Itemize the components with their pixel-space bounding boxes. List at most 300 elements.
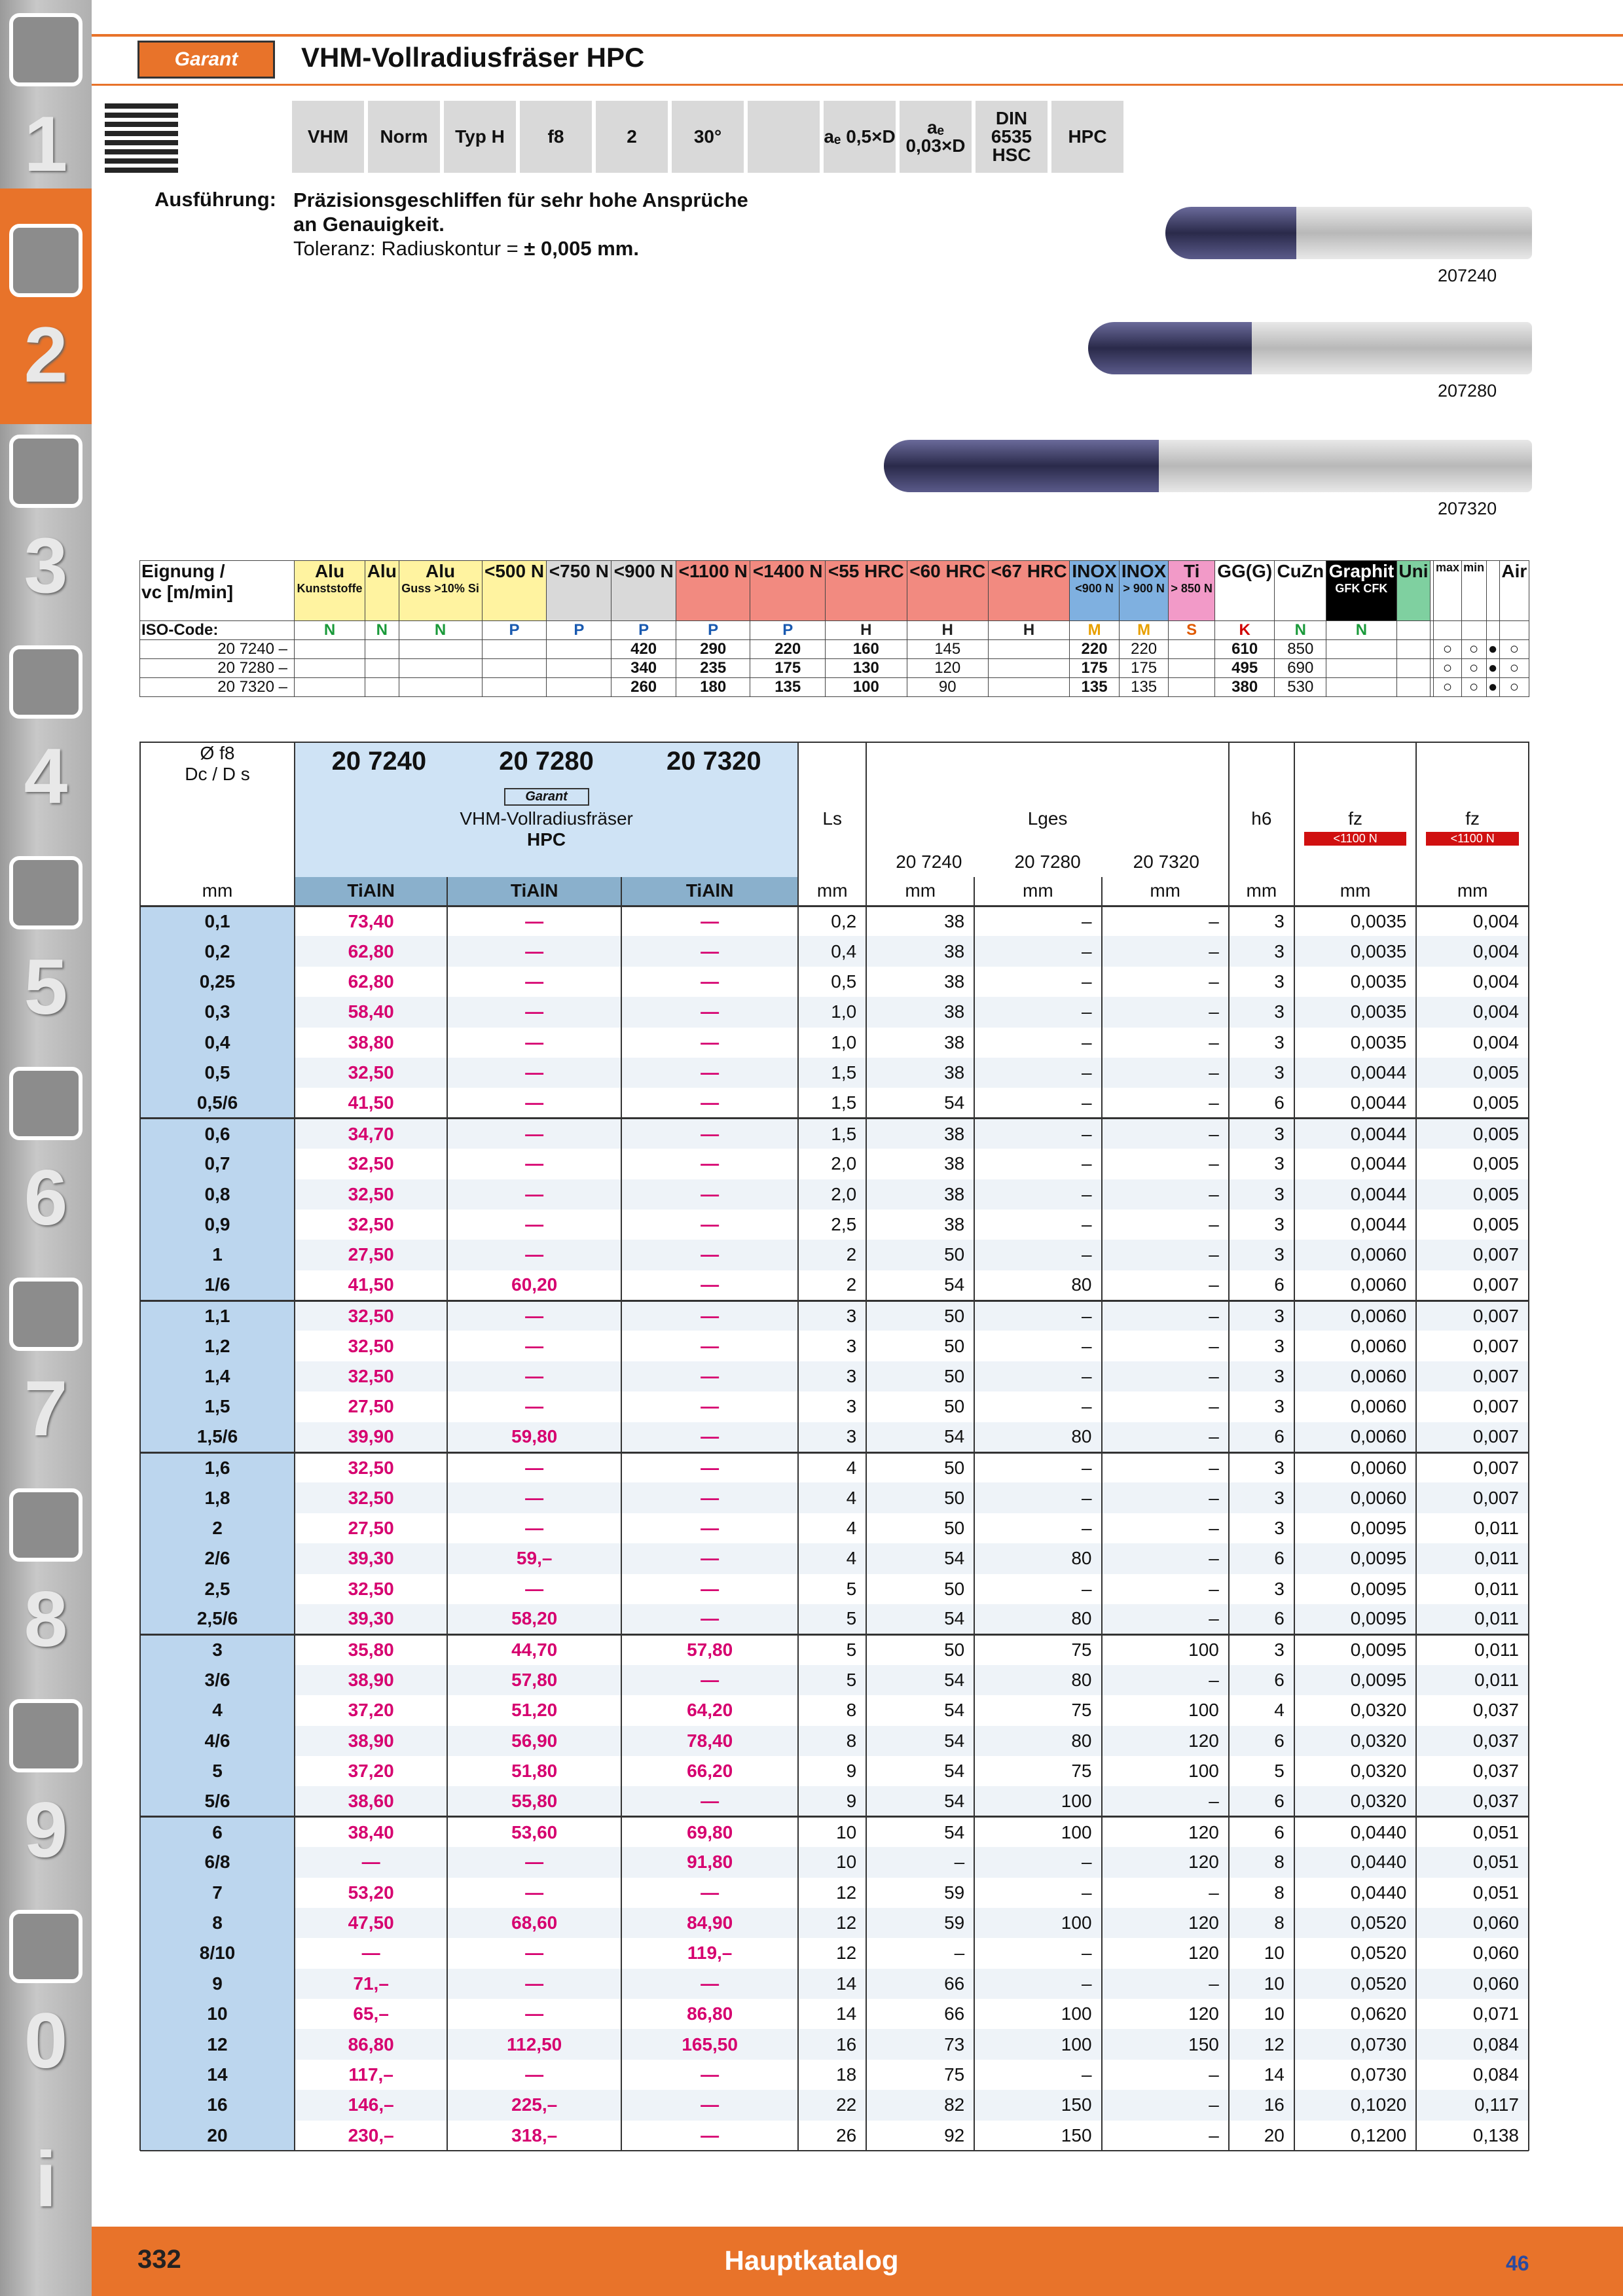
article-number-0: 20 7240	[331, 747, 427, 776]
spec-cell: 80	[974, 1665, 1101, 1695]
chapter-6-number[interactable]: 6	[24, 1154, 68, 1242]
table-row	[140, 936, 1529, 966]
spec-cell: 50	[866, 1300, 974, 1331]
chapter-3-number[interactable]: 3	[24, 522, 68, 609]
diameter-cell: 1,4	[140, 1361, 295, 1391]
spec-cell: –	[974, 1300, 1101, 1331]
price-cell: —	[621, 1878, 798, 1908]
diameter-cell: 2/6	[140, 1543, 295, 1573]
spec-cell: –	[974, 1878, 1101, 1908]
spec-cell: 80	[974, 1726, 1101, 1756]
chapter-2-number[interactable]: 2	[24, 311, 68, 399]
price-cell: 38,90	[295, 1665, 447, 1695]
chapter-4-icon[interactable]	[9, 645, 82, 719]
spec-cell: 0,007	[1416, 1270, 1529, 1300]
unit-label: mm	[866, 877, 974, 906]
spec-cell: 9	[798, 1756, 866, 1786]
table-row	[140, 1817, 1529, 1847]
top-rule	[92, 34, 1623, 37]
spec-cell: –	[1102, 2090, 1229, 2120]
badge-10: HPC	[1051, 101, 1123, 173]
price-cell: —	[621, 1422, 798, 1452]
spec-cell: 0,0044	[1294, 1119, 1416, 1149]
cooling-symbol: ○	[1499, 640, 1529, 659]
chapter-8-number[interactable]: 8	[24, 1575, 68, 1663]
spec-cell: 6	[1229, 1088, 1294, 1118]
vc-value	[482, 678, 547, 697]
table-row	[140, 1604, 1529, 1634]
article-number-1: 20 7280	[499, 747, 594, 776]
info-chapter-number[interactable]: i	[35, 2136, 57, 2223]
spec-cell: –	[974, 1452, 1101, 1482]
table-row	[140, 1422, 1529, 1452]
diameter-cell: 0,5	[140, 1058, 295, 1088]
article-number-2: 20 7320	[666, 747, 761, 776]
price-cell: 62,80	[295, 967, 447, 997]
spec-cell: 54	[866, 1756, 974, 1786]
spec-cell: 0,011	[1416, 1574, 1529, 1604]
spec-cell: 0,0620	[1294, 1999, 1416, 2029]
spec-cell: 0,117	[1416, 2090, 1529, 2120]
spec-cell: 54	[866, 1543, 974, 1573]
spec-cell: 26	[798, 2121, 866, 2151]
spec-cell: 5	[798, 1604, 866, 1634]
chapter-7-number[interactable]: 7	[24, 1365, 68, 1452]
price-cell: —	[621, 1391, 798, 1422]
table-row	[140, 1847, 1529, 1877]
vc-value	[399, 640, 482, 659]
vc-value: 290	[676, 640, 750, 659]
spec-cell: 3	[1229, 1149, 1294, 1179]
eignung-label: Eignung /	[141, 561, 225, 581]
spec-cell: 0,007	[1416, 1300, 1529, 1331]
price-cell: —	[295, 1847, 447, 1877]
material-sub-16: GFK CFK	[1335, 582, 1388, 595]
table-row	[140, 1240, 1529, 1270]
spec-cell: 38	[866, 906, 974, 936]
chapter-0-icon[interactable]	[9, 1910, 82, 1983]
vc-value	[988, 659, 1069, 678]
spec-cell: 80	[974, 1543, 1101, 1573]
vc-value: 340	[611, 659, 676, 678]
tool-image-207320	[884, 440, 1532, 492]
suitability-row	[140, 678, 1529, 697]
spec-cell: 0,051	[1416, 1817, 1529, 1847]
iso-code-20	[1461, 621, 1486, 640]
spec-cell: –	[1102, 2060, 1229, 2090]
table-row	[140, 2090, 1529, 2120]
spec-cell: –	[974, 936, 1101, 966]
chapter-4-number[interactable]: 4	[24, 732, 68, 820]
spec-cell: 0,0095	[1294, 1574, 1416, 1604]
vc-value	[482, 640, 547, 659]
spec-cell: 0,0730	[1294, 2029, 1416, 2059]
chapter-8-icon[interactable]	[9, 1488, 82, 1562]
spec-cell: –	[1102, 1088, 1229, 1118]
price-cell: 56,90	[447, 1726, 621, 1756]
spec-cell: 0,0440	[1294, 1817, 1416, 1847]
price-cell: —	[621, 1119, 798, 1149]
price-cell: —	[621, 2090, 798, 2120]
spec-cell: 92	[866, 2121, 974, 2151]
price-cell: —	[447, 967, 621, 997]
price-cell: —	[447, 1210, 621, 1240]
price-cell: —	[621, 967, 798, 997]
material-col-10: <67 HRC	[991, 561, 1067, 581]
spec-cell: –	[1102, 1513, 1229, 1543]
spec-cell: 38	[866, 936, 974, 966]
iso-code-12: M	[1119, 621, 1169, 640]
spec-cell: 54	[866, 1726, 974, 1756]
spec-cell: 75	[974, 1634, 1101, 1664]
suitability-row	[140, 640, 1529, 659]
diameter-header: Ø f8	[200, 743, 235, 763]
table-row	[140, 1361, 1529, 1391]
spec-cell: –	[1102, 1482, 1229, 1513]
spec-cell: 3	[1229, 1331, 1294, 1361]
iso-code-21	[1486, 621, 1499, 640]
product-variant: HPC	[527, 829, 566, 850]
spec-cell: 3	[1229, 997, 1294, 1027]
iso-code-17	[1396, 621, 1431, 640]
spec-cell: 38	[866, 1119, 974, 1149]
material-col-17: Uni	[1398, 561, 1429, 581]
vc-value	[988, 640, 1069, 659]
price-cell: —	[621, 1482, 798, 1513]
spec-cell: 1,5	[798, 1058, 866, 1088]
price-cell: 69,80	[621, 1817, 798, 1847]
lges-sub-header: 20 7280	[1014, 852, 1081, 872]
spec-cell: 0,084	[1416, 2029, 1529, 2059]
chapter-3-icon[interactable]	[9, 435, 82, 508]
diameter-cell: 0,25	[140, 967, 295, 997]
table-row	[140, 1756, 1529, 1786]
qr-code-icon[interactable]	[105, 99, 178, 173]
chapter-2-icon[interactable]	[9, 224, 82, 297]
spec-cell: 0,0520	[1294, 1969, 1416, 1999]
cooling-symbol: ○	[1461, 678, 1486, 697]
spec-cell: 5	[798, 1574, 866, 1604]
spec-cell: 22	[798, 2090, 866, 2120]
spec-cell: 38	[866, 1179, 974, 1210]
price-cell: —	[621, 1513, 798, 1543]
price-cell: 32,50	[295, 1300, 447, 1331]
iso-code-14: K	[1214, 621, 1275, 640]
lges-sub-header: 20 7320	[1133, 852, 1199, 872]
table-row	[140, 1179, 1529, 1210]
price-cell: 86,80	[621, 1999, 798, 2029]
chapter-1-number[interactable]: 1	[24, 100, 68, 188]
spec-cell: –	[974, 997, 1101, 1027]
column-header-h_lges-1: Lges	[1027, 808, 1068, 829]
price-cell: —	[447, 1574, 621, 1604]
iso-code-7: P	[750, 621, 826, 640]
spec-cell: 3	[1229, 1058, 1294, 1088]
price-cell: —	[447, 1482, 621, 1513]
spec-cell: 8	[798, 1695, 866, 1725]
spec-cell: –	[974, 2060, 1101, 2090]
spec-cell: 50	[866, 1391, 974, 1422]
cooling-symbol: ●	[1486, 640, 1499, 659]
vc-value	[365, 678, 399, 697]
spec-cell: –	[974, 1847, 1101, 1877]
footer-title: Hauptkatalog	[724, 2245, 899, 2276]
price-cell: —	[621, 2121, 798, 2151]
vc-value: 135	[1119, 678, 1169, 697]
vc-value: 100	[826, 678, 907, 697]
material-col-16: Graphit	[1328, 561, 1395, 581]
diameter-cell: 1,6	[140, 1452, 295, 1482]
price-cell: 38,80	[295, 1028, 447, 1058]
material-col-0: Alu	[314, 561, 345, 581]
page-title: VHM-Vollradiusfräser HPC	[301, 42, 645, 73]
vc-value: 610	[1214, 640, 1275, 659]
price-cell: 112,50	[447, 2029, 621, 2059]
cooling-symbol: ○	[1434, 678, 1461, 697]
table-row	[140, 1058, 1529, 1088]
chapter-sidebar	[0, 0, 92, 2296]
spec-cell: 0,0095	[1294, 1604, 1416, 1634]
price-cell: —	[621, 1028, 798, 1058]
fz-tag: <1100 N	[1304, 832, 1406, 846]
ausfuehrung-line2: an Genauigkeit.	[293, 213, 445, 236]
iso-code-4: P	[547, 621, 611, 640]
spec-cell: –	[974, 1938, 1101, 1968]
spec-cell: 0,011	[1416, 1543, 1529, 1573]
material-col-14: GG(G)	[1217, 561, 1273, 581]
price-cell: 62,80	[295, 936, 447, 966]
spec-cell: 38	[866, 1058, 974, 1088]
spec-cell: 82	[866, 2090, 974, 2120]
footer-right-number: 46	[1506, 2251, 1529, 2275]
material-col-8: <55 HRC	[828, 561, 904, 581]
price-cell: —	[447, 1058, 621, 1088]
unit-dia: mm	[140, 877, 295, 906]
table-row	[140, 997, 1529, 1027]
badge-0: VHM	[292, 101, 364, 173]
vc-value	[295, 678, 365, 697]
spec-cell: 3	[1229, 1634, 1294, 1664]
vc-value	[365, 659, 399, 678]
vc-value: 530	[1275, 678, 1326, 697]
price-cell: 37,20	[295, 1695, 447, 1725]
spec-cell: 0,007	[1416, 1422, 1529, 1452]
vc-value: 235	[676, 659, 750, 678]
spec-cell: 14	[798, 1969, 866, 1999]
chapter-9-number[interactable]: 9	[24, 1786, 68, 1874]
spec-cell: 6	[1229, 1604, 1294, 1634]
spec-cell: 3	[1229, 1210, 1294, 1240]
chapter-0-number[interactable]: 0	[24, 1997, 68, 2085]
spec-cell: –	[1102, 1391, 1229, 1422]
vc-value: 220	[1119, 640, 1169, 659]
spec-cell: –	[974, 906, 1101, 936]
diameter-sub-header: Dc / D s	[185, 764, 250, 784]
spec-cell: –	[1102, 1452, 1229, 1482]
badge-6	[748, 101, 820, 173]
badge-4: 2	[596, 101, 668, 173]
vc-value	[295, 659, 365, 678]
price-cell: 38,90	[295, 1726, 447, 1756]
price-cell: —	[447, 1847, 621, 1877]
price-cell: —	[621, 2060, 798, 2090]
table-row	[140, 1665, 1529, 1695]
vc-value	[547, 640, 611, 659]
spec-cell: –	[1102, 1665, 1229, 1695]
vc-value: 850	[1275, 640, 1326, 659]
diameter-cell: 1,5/6	[140, 1422, 295, 1452]
spec-cell: 38	[866, 1210, 974, 1240]
spec-cell: 59	[866, 1908, 974, 1938]
spec-cell: –	[974, 1179, 1101, 1210]
tolerance-prefix: Toleranz: Radiuskontur =	[293, 237, 524, 260]
table-row	[140, 1210, 1529, 1240]
price-cell: 58,20	[447, 1604, 621, 1634]
spec-cell: 2,0	[798, 1179, 866, 1210]
spec-cell: 0,037	[1416, 1726, 1529, 1756]
spec-cell: 0,0730	[1294, 2060, 1416, 2090]
table-row	[140, 1028, 1529, 1058]
spec-cell: 0,0440	[1294, 1847, 1416, 1877]
spec-cell: 0,007	[1416, 1482, 1529, 1513]
unit-label: mm	[1416, 877, 1529, 906]
spec-cell: 0,0320	[1294, 1695, 1416, 1725]
spec-cell: –	[866, 1938, 974, 1968]
price-cell: —	[447, 1088, 621, 1118]
cooling-symbol: ○	[1499, 678, 1529, 697]
chapter-6-icon[interactable]	[9, 1067, 82, 1140]
cooling-symbol: ●	[1486, 659, 1499, 678]
unit-label: mm	[798, 877, 866, 906]
spec-cell: 0,0095	[1294, 1513, 1416, 1543]
spec-cell: 0,004	[1416, 967, 1529, 997]
price-cell: 66,20	[621, 1756, 798, 1786]
price-cell: —	[621, 1149, 798, 1179]
badge-9: DIN 6535 HSC	[976, 101, 1048, 173]
table-row	[140, 1786, 1529, 1816]
price-cell: —	[447, 1969, 621, 1999]
price-cell: —	[447, 2060, 621, 2090]
table-row	[140, 2060, 1529, 2090]
chapter-9-icon[interactable]	[9, 1699, 82, 1772]
spec-cell: 3	[798, 1391, 866, 1422]
material-sub-2: Guss >10% Si	[401, 582, 479, 595]
price-cell: 47,50	[295, 1908, 447, 1938]
spec-cell: 0,0044	[1294, 1149, 1416, 1179]
spec-cell: 0,0320	[1294, 1726, 1416, 1756]
vc-value: 130	[826, 659, 907, 678]
price-cell: —	[447, 1240, 621, 1270]
spec-cell: 100	[1102, 1756, 1229, 1786]
table-row	[140, 967, 1529, 997]
price-cell: —	[621, 1665, 798, 1695]
spec-cell: 6	[1229, 1270, 1294, 1300]
suitability-row-id: 20 7320 –	[140, 678, 295, 697]
spec-cell: 3	[1229, 1179, 1294, 1210]
spec-cell: 0,0095	[1294, 1665, 1416, 1695]
spec-cell: 0,0060	[1294, 1270, 1416, 1300]
vc-value: 380	[1214, 678, 1275, 697]
price-cell: 39,30	[295, 1543, 447, 1573]
price-cell: —	[447, 1999, 621, 2029]
chapter-5-icon[interactable]	[9, 856, 82, 929]
spec-cell: 8	[1229, 1908, 1294, 1938]
iso-code-5: P	[611, 621, 676, 640]
spec-cell: 150	[1102, 2029, 1229, 2059]
spec-cell: 0,0035	[1294, 906, 1416, 936]
iso-code-15: N	[1275, 621, 1326, 640]
ausfuehrung-text	[293, 188, 748, 260]
material-col-1: Alu	[367, 561, 397, 581]
price-cell: 60,20	[447, 1270, 621, 1300]
vc-value: 690	[1275, 659, 1326, 678]
iso-code-2: N	[399, 621, 482, 640]
spec-cell: –	[1102, 1604, 1229, 1634]
spec-cell: 0,005	[1416, 1088, 1529, 1118]
price-cell: —	[447, 1028, 621, 1058]
price-cell: 117,–	[295, 2060, 447, 2090]
price-cell: —	[621, 906, 798, 936]
spec-cell: 0,004	[1416, 997, 1529, 1027]
vc-value	[399, 659, 482, 678]
spec-cell: 0,071	[1416, 1999, 1529, 2029]
title-rule	[92, 84, 1623, 86]
spec-cell: 120	[1102, 1726, 1229, 1756]
spec-cell: 10	[1229, 1999, 1294, 2029]
price-cell: 86,80	[295, 2029, 447, 2059]
spec-cell: 0,0060	[1294, 1482, 1416, 1513]
vc-value	[1326, 640, 1397, 659]
vc-value	[1326, 659, 1397, 678]
diameter-cell: 9	[140, 1969, 295, 1999]
chapter-5-number[interactable]: 5	[24, 943, 68, 1031]
chapter-7-icon[interactable]	[9, 1278, 82, 1351]
price-cell: 65,–	[295, 1999, 447, 2029]
vc-value	[1396, 640, 1431, 659]
diameter-cell: 4/6	[140, 1726, 295, 1756]
spec-cell: 2	[798, 1270, 866, 1300]
spec-cell: 0,007	[1416, 1452, 1529, 1482]
suitability-row	[140, 659, 1529, 678]
vc-value	[1169, 640, 1215, 659]
price-cell: 38,40	[295, 1817, 447, 1847]
spec-cell: –	[1102, 1119, 1229, 1149]
table-row	[140, 1726, 1529, 1756]
diameter-cell: 8	[140, 1908, 295, 1938]
chapter-1-icon[interactable]	[9, 13, 82, 86]
price-cell: 39,90	[295, 1422, 447, 1452]
table-row	[140, 1969, 1529, 1999]
spec-cell: 3	[1229, 1028, 1294, 1058]
spec-cell: 50	[866, 1634, 974, 1664]
material-col-7: <1400 N	[752, 561, 823, 581]
vc-value: 90	[907, 678, 988, 697]
product-table	[139, 742, 1529, 2151]
spec-cell: 0,004	[1416, 936, 1529, 966]
diameter-cell: 12	[140, 2029, 295, 2059]
spec-cell: 1,0	[798, 997, 866, 1027]
spec-cell: 80	[974, 1422, 1101, 1452]
price-cell: —	[621, 1452, 798, 1482]
price-cell: —	[447, 1878, 621, 1908]
spec-cell: 66	[866, 1969, 974, 1999]
spec-cell: 66	[866, 1999, 974, 2029]
spec-cell: 0,011	[1416, 1604, 1529, 1634]
spec-cell: 12	[798, 1908, 866, 1938]
material-sub-13: > 850 N	[1171, 582, 1213, 595]
price-cell: —	[447, 1149, 621, 1179]
diameter-cell: 16	[140, 2090, 295, 2120]
